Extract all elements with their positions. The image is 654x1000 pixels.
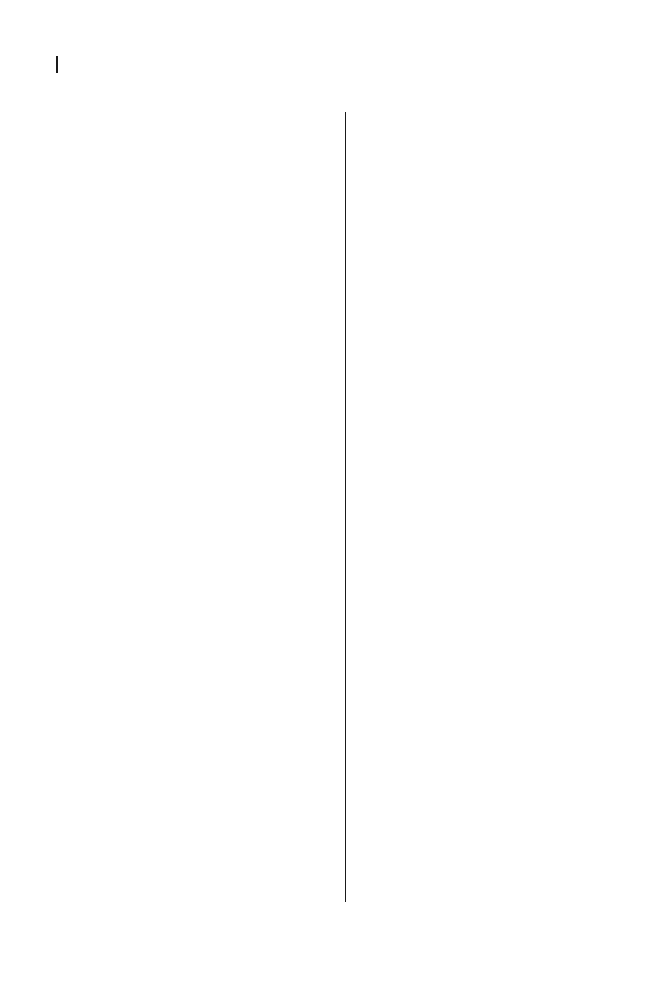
running-head-bar [56,56,58,73]
running-head [56,56,72,74]
column-divider [345,112,346,902]
